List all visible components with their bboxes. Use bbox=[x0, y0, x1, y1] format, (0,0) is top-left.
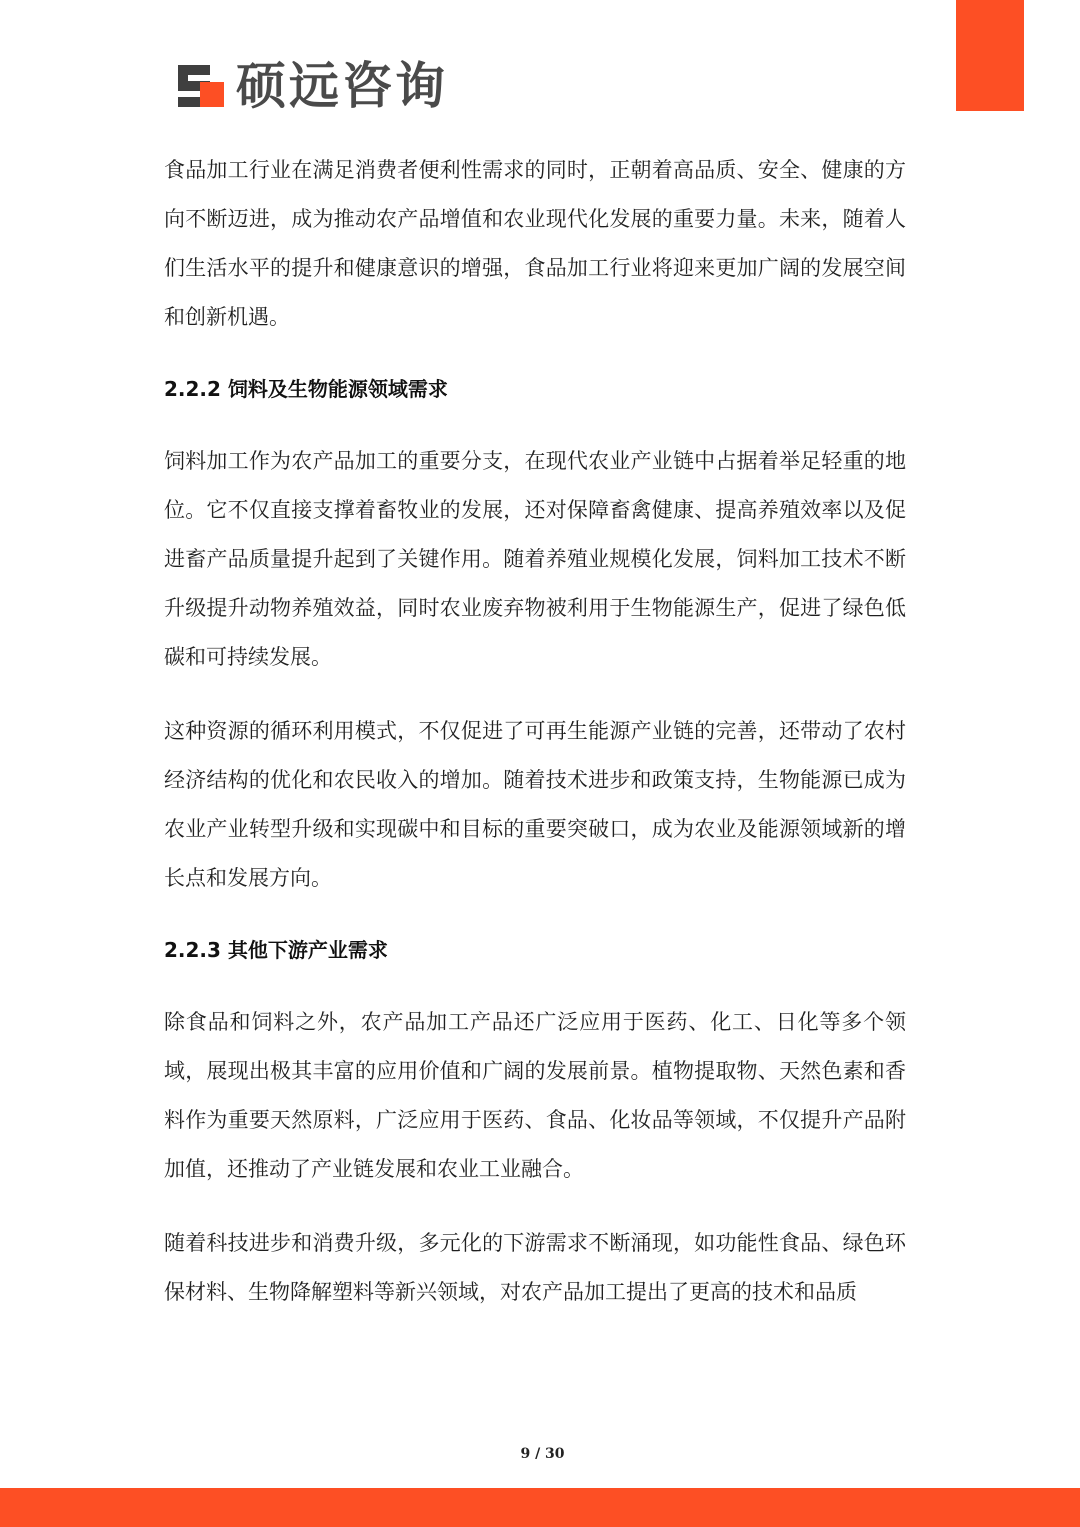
page-number: 9 / 30 bbox=[520, 1446, 565, 1462]
paragraph: 食品加工行业在满足消费者便利性需求的同时，正朝着高品质、安全、健康的方向不断迈进，成为推动农产品增值和农业现代化发展的重要力量。未来，随着人们生活水平的提升和健康意识的增强，食品加工行业将迎来更加广阔的发展空间和创新机遇。 bbox=[164, 158, 906, 329]
footer-accent-bar bbox=[0, 1488, 1080, 1527]
s-logo-mark-icon bbox=[176, 63, 226, 109]
paragraph: 随着科技进步和消费升级，多元化的下游需求不断涌现，如功能性食品、绿色环保材料、生物降解塑料等新兴领域，对农产品加工提出了更高的技术和品质 bbox=[164, 1231, 906, 1304]
paragraph: 除食品和饲料之外，农产品加工产品还广泛应用于医药、化工、日化等多个领域，展现出极其丰富的应用价值和广阔的发展前景。植物提取物、天然色素和香料作为重要天然原料，广泛应用于医药、食品、化妆品等领域，不仅提升产品附加值，还推动了产业链发展和农业工业融合。 bbox=[164, 1010, 906, 1181]
document-body bbox=[164, 146, 906, 1342]
paragraph: 饲料加工作为农产品加工的重要分支，在现代农业产业链中占据着举足轻重的地位。它不仅直接支撑着畜牧业的发展，还对保障畜禽健康、提高养殖效率以及促进畜产品质量提升起到了关键作用。随着养殖业规模化发展，饲料加工技术不断升级提升动物养殖效益，同时农业废弃物被利用于生物能源生产，促进了绿色低碳和可持续发展。 bbox=[164, 449, 906, 669]
corner-accent-tab bbox=[956, 0, 1024, 111]
section-heading-2-2-2: 2.2.2 饲料及生物能源领域需求 bbox=[164, 377, 448, 401]
paragraph: 这种资源的循环利用模式，不仅促进了可再生能源产业链的完善，还带动了农村经济结构的优化和农民收入的增加。随着技术进步和政策支持，生物能源已成为农业产业转型升级和实现碳中和目标的重要突破口，成为农业及能源领域新的增长点和发展方向。 bbox=[164, 719, 906, 890]
section-heading-2-2-3: 2.2.3 其他下游产业需求 bbox=[164, 938, 388, 962]
brand-logo bbox=[176, 58, 448, 114]
brand-name: 硕远咨询 bbox=[236, 57, 448, 115]
